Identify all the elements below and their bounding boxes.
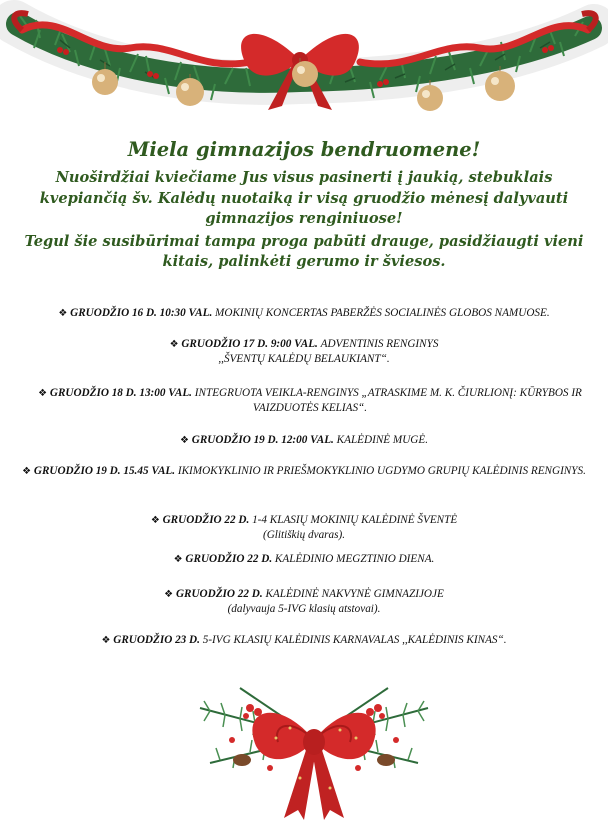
event-description: INTEGRUOTA VEIKLA-RENGINYS „ATRASKIME M. K. ČIURLIONĮ: KŪRYBOS IR VAIZDUOTĖS KELIAS“.: [194, 387, 582, 414]
event-date: GRUODŽIO 19 D. 12:00 VAL.: [191, 434, 334, 446]
event-date: GRUODŽIO 16 D. 10:30 VAL.: [70, 307, 213, 319]
diamond-bullet-icon: ❖: [179, 435, 189, 446]
event-item: [0, 513, 608, 543]
event-description: KALĖDINĖ NAKVYNĖ GIMNAZIJOJE: [265, 588, 444, 600]
diamond-bullet-icon: ❖: [58, 308, 68, 319]
diamond-bullet-icon: ❖: [164, 589, 174, 600]
event-date: GRUODŽIO 22 D.: [175, 588, 263, 600]
diamond-bullet-icon: ❖: [101, 635, 111, 646]
event-item: [20, 386, 600, 416]
event-note: (dalyvauja 5-IVG klasių atstovai).: [227, 603, 381, 615]
event-item: [0, 633, 608, 648]
event-date: GRUODŽIO 18 D. 13:00 VAL.: [49, 387, 192, 399]
event-description: KALĖDINIO MEGZTINIO DIENA.: [274, 553, 435, 565]
christmas-bow-illustration: [180, 668, 448, 826]
event-item: [0, 552, 608, 567]
diamond-bullet-icon: ❖: [38, 388, 48, 399]
event-description: MOKINIŲ KONCERTAS PABERŽĖS SOCIALINĖS GLOBOS NAMUOSE.: [215, 307, 550, 319]
intro-paragraph: Nuoširdžiai kviečiame Jus visus pasinerti į jaukią, stebuklais kvepiančią šv. Kalėdų nuotaiką ir visą gruodžio mėnesį dalyvauti gimnazijos renginiuose!: [39, 169, 569, 227]
event-item: [0, 306, 608, 321]
event-description: 5-IVG KLASIŲ KALĖDINIS KARNAVALAS ,,KALĖDINIS KINAS“.: [202, 634, 507, 646]
event-description: ADVENTINIS RENGINYS: [320, 338, 439, 350]
event-item: [0, 587, 608, 617]
greeting-title: Miela gimnazijos bendruomene!: [127, 138, 481, 161]
event-date: GRUODŽIO 19 D. 15.45 VAL.: [33, 465, 176, 477]
greeting-section: [0, 137, 608, 273]
event-description: KALĖDINĖ MUGĖ.: [336, 434, 429, 446]
diamond-bullet-icon: ❖: [173, 554, 183, 565]
event-item: [0, 337, 608, 367]
event-description: IKIMOKYKLINIO IR PRIEŠMOKYKLINIO UGDYMO GRUPIŲ KALĖDINIS RENGINYS.: [177, 465, 586, 477]
event-date: GRUODŽIO 22 D.: [185, 553, 273, 565]
christmas-garland-illustration: [0, 0, 608, 118]
event-description: 1-4 KLASIŲ MOKINIŲ KALĖDINĖ ŠVENTĖ: [252, 514, 458, 526]
event-date: GRUODŽIO 22 D.: [162, 514, 250, 526]
event-item: [0, 433, 608, 448]
diamond-bullet-icon: ❖: [169, 339, 179, 350]
event-note: ,,ŠVENTŲ KALĖDŲ BELAUKIANT“.: [218, 353, 390, 365]
event-date: GRUODŽIO 17 D. 9:00 VAL.: [181, 338, 318, 350]
diamond-bullet-icon: ❖: [22, 466, 32, 477]
event-note: (Glitiškių dvaras).: [262, 529, 346, 541]
diamond-bullet-icon: ❖: [150, 515, 160, 526]
event-item: [0, 464, 608, 479]
event-date: GRUODŽIO 23 D.: [113, 634, 200, 646]
wish-paragraph: Tegul šie susibūrimai tampa proga pabūti drauge, pasidžiaugti vieni kitais, palinkėti gerumo ir šviesos.: [24, 232, 584, 270]
